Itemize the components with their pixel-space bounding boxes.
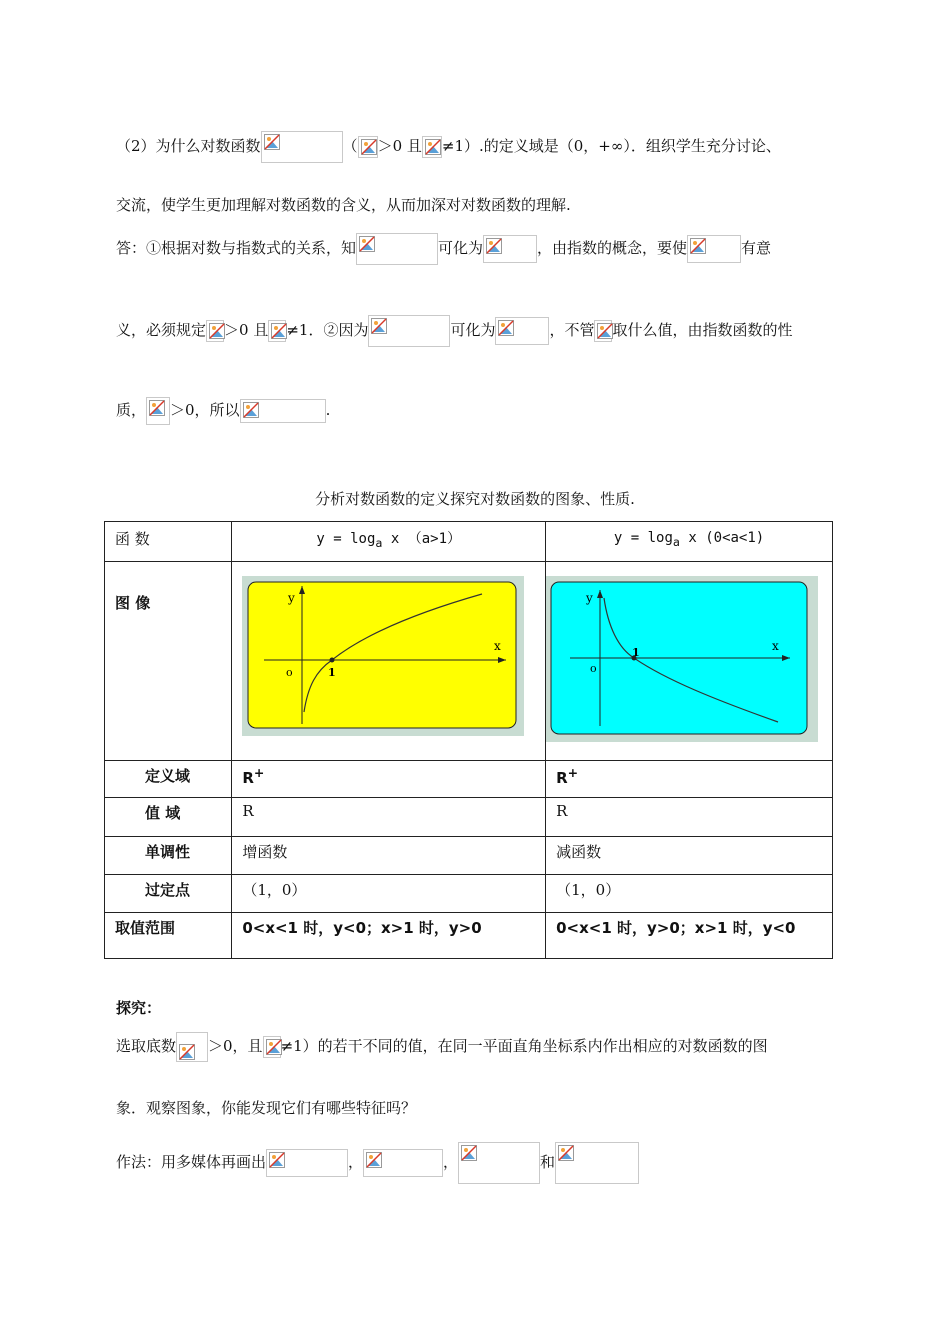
origin-label: o <box>590 662 597 675</box>
formula-image <box>422 136 442 158</box>
one-label: 1 <box>328 666 336 679</box>
broken-image-icon <box>371 318 387 334</box>
value-cell <box>232 875 546 913</box>
text: 选取底数 <box>116 1037 177 1055</box>
row-label: 值 域 <box>145 804 181 822</box>
formula-image <box>261 131 343 163</box>
fixed-point <box>330 658 335 663</box>
one-label: 1 <box>632 646 640 659</box>
value-sup: + <box>253 765 265 780</box>
text: ， <box>443 1153 459 1171</box>
row-label: 图 像 <box>115 594 151 612</box>
formula-image <box>176 1032 208 1062</box>
broken-image-icon <box>179 1044 195 1060</box>
formula-image <box>458 1142 540 1184</box>
formula-image <box>356 233 438 265</box>
table-row <box>105 798 833 837</box>
text: ＞0 且 <box>377 137 422 155</box>
formula-image <box>687 235 741 263</box>
explore-line1 <box>116 1032 768 1062</box>
para1-line1 <box>116 131 781 163</box>
label-cell <box>105 562 232 761</box>
formula-image <box>358 136 378 158</box>
value-cell <box>546 837 833 875</box>
text: ＞0 且 <box>224 321 269 339</box>
row-label: 定义域 <box>145 767 191 785</box>
broken-image-icon <box>597 323 613 339</box>
formula-image <box>240 399 326 423</box>
text: 义，必须规定 <box>116 321 207 339</box>
text: ≠1．②因为 <box>286 321 369 339</box>
broken-image-icon <box>264 134 280 150</box>
text: ＞0，所以 <box>170 401 240 419</box>
text: 象．观察图象，你能发现它们有哪些特征吗？ <box>116 1099 417 1117</box>
value-cell <box>546 761 833 798</box>
answer-line1 <box>116 233 771 265</box>
broken-image-icon <box>498 320 514 336</box>
value-text: （1，0） <box>242 881 307 899</box>
text: 有意 <box>741 239 772 257</box>
value-cell <box>232 761 546 798</box>
func-a-sub: a <box>375 535 383 550</box>
graph-decreasing <box>546 576 818 742</box>
value-sup: + <box>567 765 579 780</box>
broken-image-icon <box>425 139 441 155</box>
broken-image-icon <box>149 400 165 416</box>
header-label: 函 数 <box>115 530 150 548</box>
graph-cell <box>232 562 546 761</box>
formula-image <box>368 315 450 347</box>
explore-heading: 探究： <box>116 999 162 1017</box>
broken-image-icon <box>690 238 706 254</box>
text: ≠1） <box>441 137 479 155</box>
value-cell <box>546 875 833 913</box>
broken-image-icon <box>209 323 225 339</box>
formula-image <box>146 397 170 425</box>
value-text: 增函数 <box>242 843 288 861</box>
formula-image <box>266 1149 348 1177</box>
value-text: R <box>242 802 254 820</box>
text: ≠1）的若干不同的值，在同一平面直角坐标系内作出相应的对数函数的图 <box>280 1037 768 1055</box>
table-row <box>105 761 833 798</box>
text: 取什么值，由指数函数的性 <box>612 321 793 339</box>
formula-image <box>594 320 612 342</box>
answer-line3 <box>116 397 330 425</box>
value-text: R <box>556 802 568 820</box>
text: ＞0，且 <box>208 1037 263 1055</box>
formula-image <box>363 1149 443 1177</box>
table-row <box>105 837 833 875</box>
value-text: 0<x<1 时，y>0；x>1 时，y<0 <box>556 919 796 937</box>
table-caption: 分析对数函数的定义探究对数函数的图象、性质. <box>315 490 635 508</box>
table-row <box>105 522 833 562</box>
text: （ <box>342 137 358 155</box>
row-label: 过定点 <box>145 881 191 899</box>
value-cell <box>232 837 546 875</box>
text: .的定义域是（0，+∞）．组织学生充分讨论、 <box>479 137 781 155</box>
broken-image-icon <box>558 1145 574 1161</box>
broken-image-icon <box>243 402 259 418</box>
row-label: 取值范围 <box>115 919 176 937</box>
formula-image <box>206 320 224 342</box>
label-cell <box>105 913 232 959</box>
broken-image-icon <box>269 1152 285 1168</box>
x-label: x <box>772 639 779 653</box>
x-label: x <box>494 639 502 653</box>
text: ， <box>348 1153 364 1171</box>
value-text: （1，0） <box>556 881 621 899</box>
graph-increasing <box>242 576 524 736</box>
func-b-text: y = log <box>613 530 673 546</box>
text: 可化为 <box>438 239 484 257</box>
table-row <box>105 562 833 761</box>
label-cell <box>105 798 232 837</box>
value-text: 减函数 <box>556 843 602 861</box>
broken-image-icon <box>461 1145 477 1161</box>
text: （2）为什么对数函数 <box>116 137 261 155</box>
text: 答：①根据对数与指数式的关系，知 <box>116 239 357 257</box>
broken-image-icon <box>266 1039 282 1055</box>
broken-image-icon <box>486 238 502 254</box>
text: ，由指数的概念，要使 <box>537 239 688 257</box>
text: 作法：用多媒体再画出 <box>116 1153 267 1171</box>
text: 和 <box>540 1153 556 1171</box>
text: 可化为 <box>450 321 496 339</box>
label-cell <box>105 875 232 913</box>
value-cell <box>546 798 833 837</box>
func-a-rest: x （a>1） <box>382 531 462 547</box>
value-cell <box>546 913 833 959</box>
label-cell <box>105 761 232 798</box>
origin-label: o <box>286 666 293 679</box>
broken-image-icon <box>366 1152 382 1168</box>
graph-cell <box>546 562 833 761</box>
text: 质， <box>116 401 147 419</box>
formula-image <box>483 235 537 263</box>
func-a-text: y = log <box>316 531 376 547</box>
table-row <box>105 875 833 913</box>
text: . <box>325 401 331 419</box>
formula-image <box>495 317 549 345</box>
y-label: y <box>288 591 296 605</box>
value-cell <box>232 913 546 959</box>
para1-line2 <box>116 195 571 215</box>
value-text: 0<x<1 时，y<0；x>1 时，y>0 <box>242 919 482 937</box>
text: ，不管 <box>549 321 595 339</box>
row-label: 单调性 <box>145 843 191 861</box>
value-text: R <box>242 769 254 787</box>
func-b-sub: a <box>672 534 680 549</box>
y-label: y <box>586 591 593 605</box>
text: 交流，使学生更加理解对数函数的含义，从而加深对对数函数的理解. <box>116 196 571 214</box>
answer-line2 <box>116 315 793 347</box>
value-cell <box>232 798 546 837</box>
func-b-rest: x (0<a<1) <box>679 530 765 546</box>
formula-image <box>263 1036 281 1058</box>
header-cell <box>105 522 232 562</box>
broken-image-icon <box>271 323 287 339</box>
formula-image <box>555 1142 639 1184</box>
properties-table <box>104 521 833 959</box>
table-row <box>105 913 833 959</box>
header-cell <box>546 522 833 562</box>
explore-line3 <box>116 1142 639 1184</box>
broken-image-icon <box>359 236 375 252</box>
formula-image <box>268 320 286 342</box>
value-text: R <box>556 769 568 787</box>
label-cell <box>105 837 232 875</box>
explore-line2 <box>116 1098 416 1118</box>
broken-image-icon <box>361 139 377 155</box>
header-cell <box>232 522 546 562</box>
